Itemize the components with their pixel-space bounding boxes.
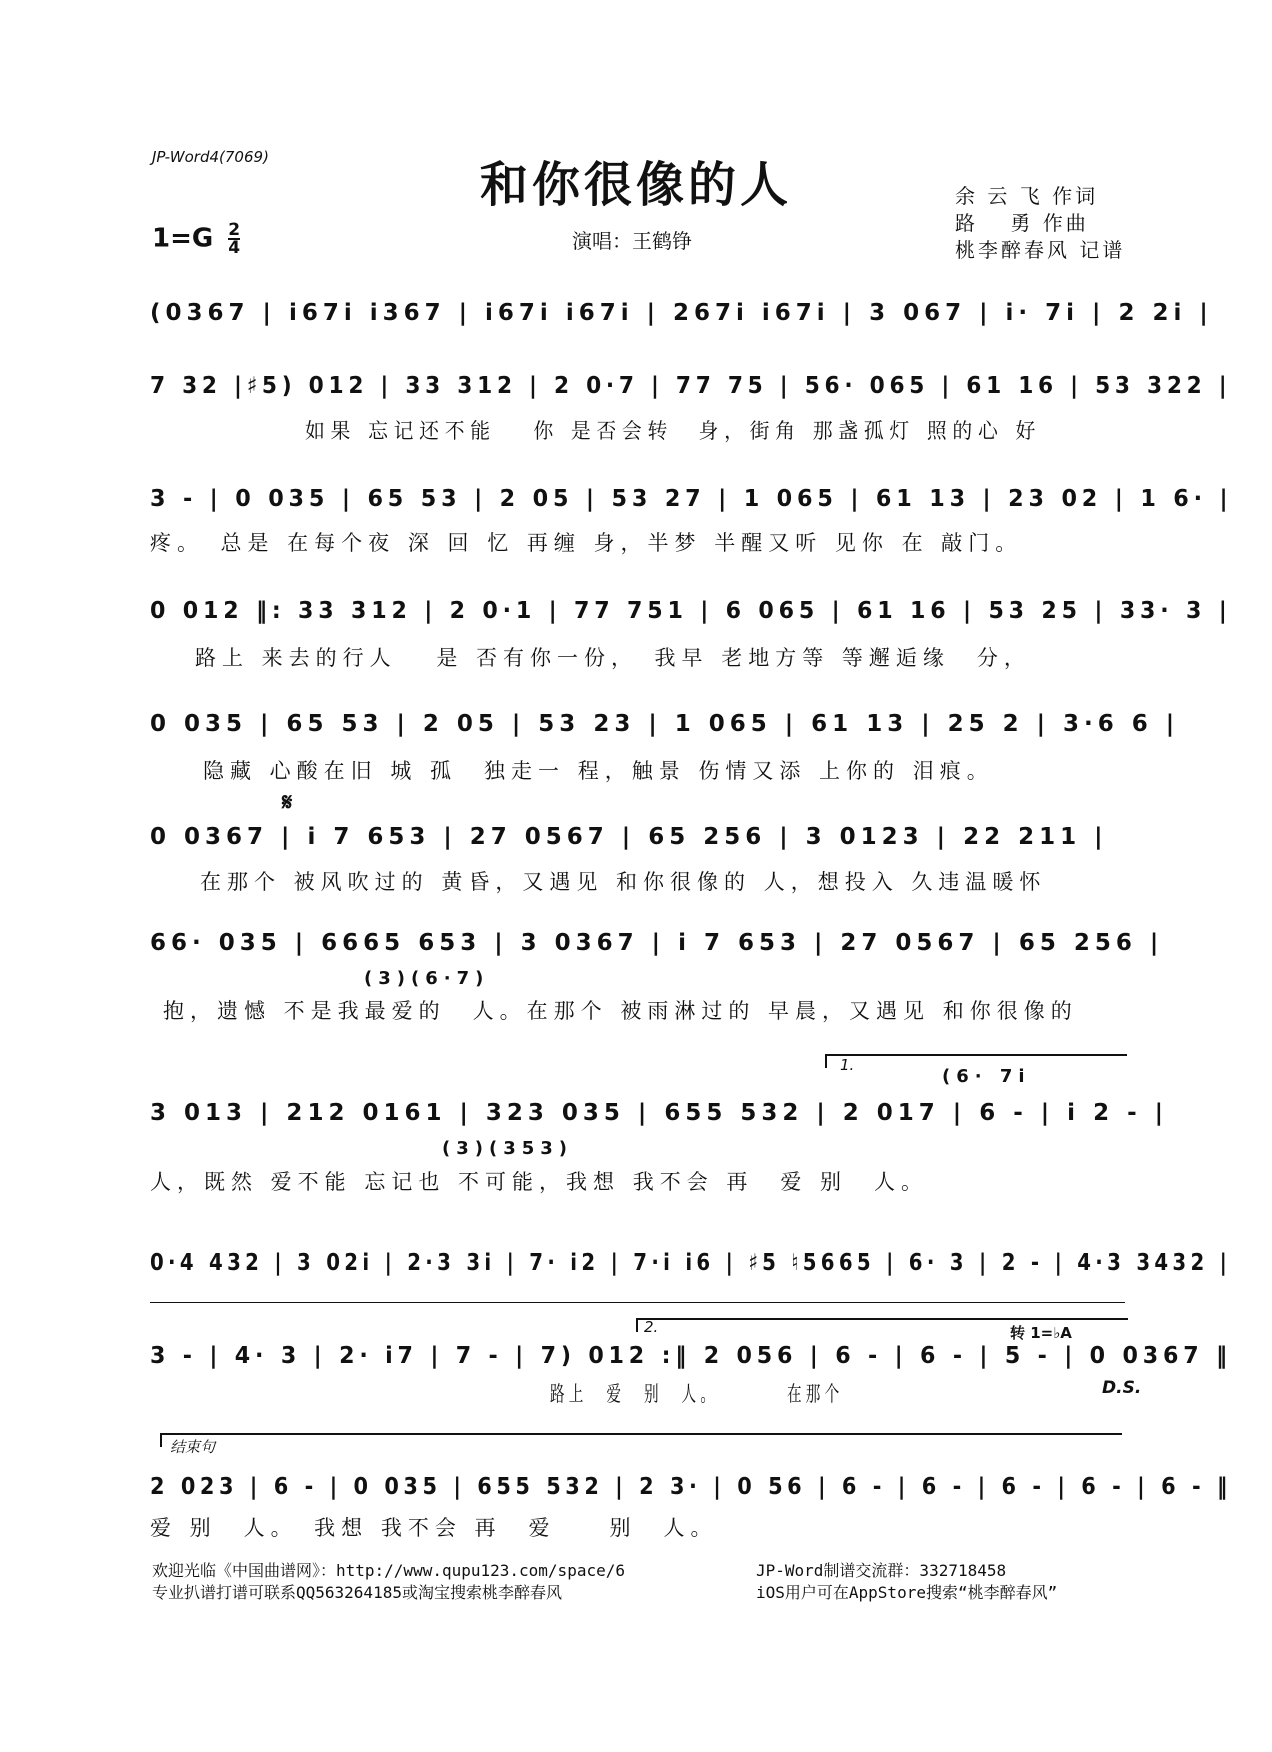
score-row-3 [150, 486, 1233, 518]
notes-line: 66· 035 | 6665 653 | 3 0367 | i 7 653 | 27 0567 | 65 256 | [150, 930, 1164, 956]
lyrics-line: 在那个 被风吹过的 黄昏，又遇见 和你很像的 人，想投入 久违温暖怀 [200, 870, 1047, 894]
notes-line: 7 32 |♯5) 012 | 33 312 | 2 0·7 | 77 75 | 56· 065 | 61 16 | 53 322 | [150, 373, 1232, 399]
notes-line: 3 013 | 212 0161 | 323 035 | 655 532 | 2 017 | 6 - | i 2 - | [150, 1100, 1169, 1126]
alt-notes-top: (6· 7i [942, 1066, 1031, 1087]
notes-line: (0367 | i67i i367 | i67i i67i | 267i i67i | 3 067 | i· 7i | 2 2i | [150, 300, 1213, 326]
notes-line: 3 - | 4· 3 | 2· i7 | 7 - | 7) 012 :‖ 2 056 | 6 - | 6 - | 5 - | 0 0367 ‖ [150, 1343, 1232, 1369]
lyricist-credit: 余 云 飞 作词 [955, 184, 1099, 208]
score-row-7 [150, 930, 1164, 962]
transcriber-credit: 桃李醉春风 记谱 [955, 238, 1126, 262]
time-bottom: 4 [228, 238, 241, 258]
lyrics-line: 抱，遗憾 不是我最爱的 人。在那个 被雨淋过的 早晨，又遇见 和你很像的 [163, 999, 1078, 1023]
score-row-8 [150, 1100, 1169, 1132]
lyrics-line: 疼。 总是 在每个夜 深 回 忆 再缠 身，半梦 半醒又听 见你 在 敲门。 [150, 531, 1023, 555]
first-ending-label: 1. [840, 1056, 855, 1074]
segno-sign: 𝄋 [282, 788, 293, 816]
notes-line: 3 - | 0 035 | 65 53 | 2 05 | 53 27 | 1 065 | 61 13 | 23 02 | 1 6· | [150, 486, 1233, 512]
lyrics-line: 隐藏 心酸在旧 城 孤 独走一 程，触景 伤情又添 上你的 泪痕。 [203, 759, 994, 783]
score-row-1 [150, 300, 1213, 332]
footer-group-line: JP-Word制谱交流群：332718458 [756, 1561, 1007, 1580]
score-row-5 [150, 711, 1180, 743]
lyrics-line: 路上 爱 别 人。 在那个 [550, 1382, 844, 1406]
score-row-11 [150, 1474, 1232, 1506]
score-row-2 [150, 373, 1232, 405]
coda-label: 结束句 [170, 1438, 216, 1456]
modulation-marking: 转 1=♭A [1010, 1324, 1072, 1342]
composer-credit: 路 勇 作曲 [955, 211, 1089, 235]
time-signature [228, 222, 240, 256]
score-row-10 [150, 1343, 1232, 1375]
time-top: 2 [228, 220, 241, 240]
footer-site-line: 欢迎光临《中国曲谱网》：http://www.qupu123.com/space/6 [152, 1561, 625, 1580]
lyrics-line: 爱 别 人。 我想 我不会 再 爱 别 人。 [150, 1516, 718, 1540]
score-row-4 [150, 598, 1232, 630]
lyrics-line: 如果 忘记还不能 你 是否会转 身，街角 那盏孤灯 照的心 好 [305, 419, 1042, 443]
alt-notes: (3)(6·7) [364, 968, 490, 989]
coda-bracket [160, 1433, 1122, 1447]
lyrics-line: 人，既然 爱不能 忘记也 不可能，我想 我不会 再 爱 别 人。 [150, 1170, 929, 1194]
ds-marking: D.S. [1102, 1378, 1142, 1398]
notes-line: 0 0367 | i 7 653 | 27 0567 | 65 256 | 3 0123 | 22 211 | [150, 824, 1108, 850]
credits [955, 183, 1125, 264]
lyrics-line: 路上 来去的行人 是 否有你一份， 我早 老地方等 等邂逅缘 分， [195, 646, 1031, 670]
footer-left [152, 1560, 625, 1604]
score-row-6 [150, 824, 1130, 856]
notes-line: 0 035 | 65 53 | 2 05 | 53 23 | 1 065 | 61 13 | 25 2 | 3·6 6 | [150, 711, 1180, 737]
software-label: JP-Word4(7069) [152, 148, 269, 166]
footer-contact-line: 专业扒谱打谱可联系QQ563264185或淘宝搜索桃李醉春风 [152, 1583, 562, 1602]
notes-line: 2 023 | 6 - | 0 035 | 655 532 | 2 3· | 0 56 | 6 - | 6 - | 6 - | 6 - | 6 - ‖ [150, 1474, 1232, 1500]
key-signature [152, 222, 240, 256]
footer-ios-line: iOS用户可在AppStore搜索“桃李醉春风” [756, 1583, 1058, 1602]
song-title: 和你很像的人 [479, 157, 792, 213]
key-text: 1=G [152, 223, 214, 254]
second-ending-label: 2. [644, 1318, 659, 1336]
notes-line: 0·4 432 | 3 02i | 2·3 3i | 7· i2 | 7·i i6 | ♯5 ♮5665 | 6· 3 | 2 - | 4·3 3432 | [150, 1250, 1232, 1276]
score-row-9 [150, 1250, 1232, 1282]
footer-right [756, 1560, 1057, 1604]
alt-notes-bottom: (3)(353) [442, 1138, 574, 1159]
singer-credit: 演唱：王鹤铮 [572, 229, 692, 253]
notes-line: 0 012 ‖: 33 312 | 2 0·1 | 77 751 | 6 065 | 61 16 | 53 25 | 33· 3 | [150, 598, 1232, 624]
divider-line [150, 1302, 1125, 1303]
